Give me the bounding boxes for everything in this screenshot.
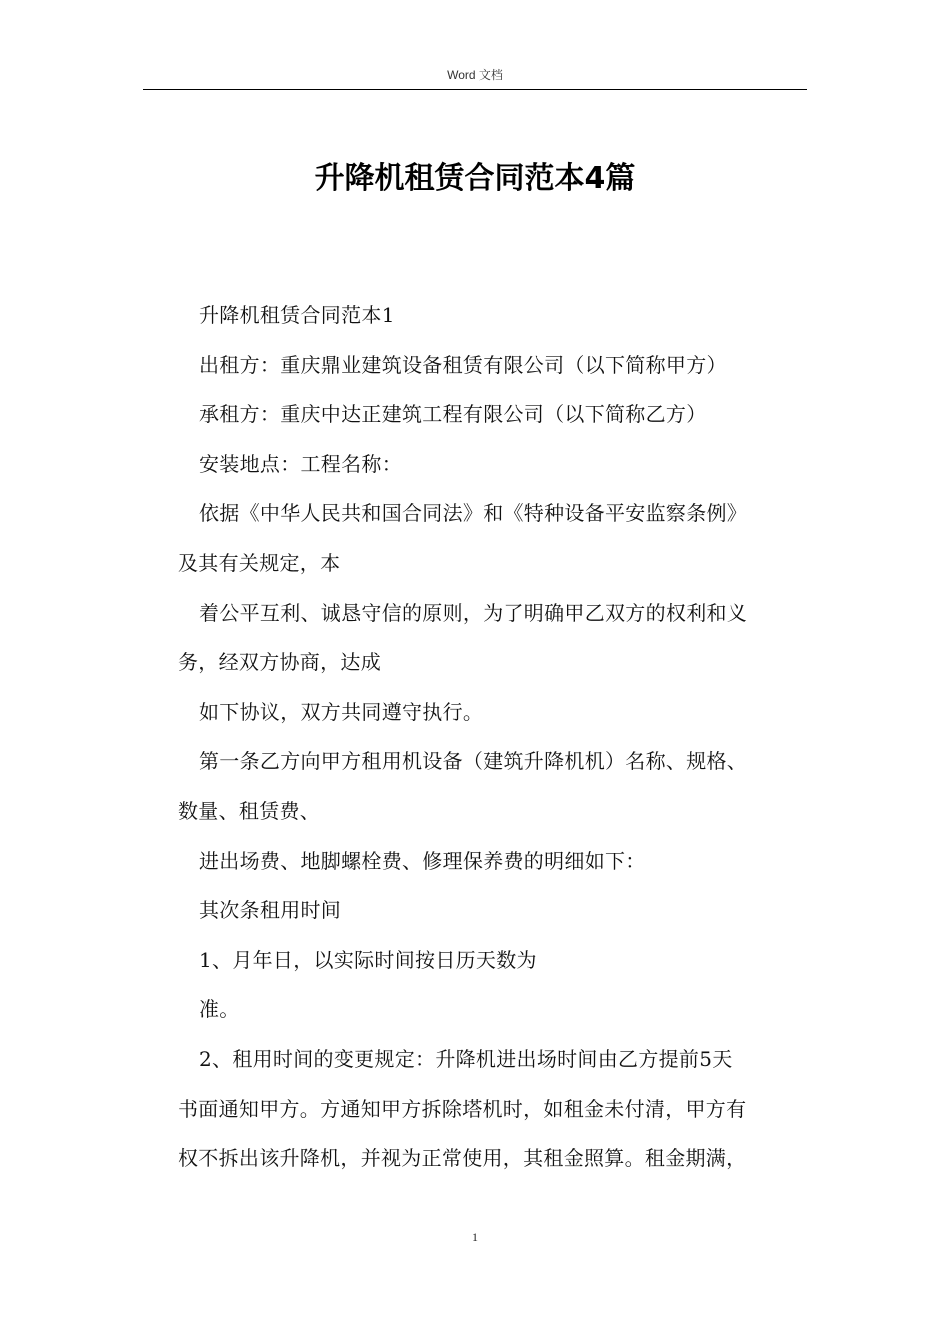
page-number: 1 — [472, 1230, 478, 1244]
page-header — [143, 64, 807, 90]
paragraph-line: 权不拆出该升降机，并视为正常使用，其租金照算。租金期满， — [178, 1146, 747, 1171]
paragraph-line: 1、月年日，以实际时间按日历天数为 — [199, 947, 537, 972]
paragraph-line: 数量、租赁费、 — [178, 798, 321, 823]
paragraph-line: 其次条租用时间 — [199, 898, 342, 923]
paragraph-line: 2、租用时间的变更规定：升降机进出场时间由乙方提前5天 — [199, 1046, 733, 1071]
paragraph-line: 着公平互利、诚恳守信的原则，为了明确甲乙双方的权利和义 — [199, 600, 748, 625]
paragraph-line: 承租方：重庆中达正建筑工程有限公司（以下简称乙方） — [199, 402, 707, 427]
header-text: Word 文档 — [447, 68, 503, 82]
paragraph-line: 如下协议，双方共同遵守执行。 — [199, 699, 484, 724]
paragraph-line: 第一条乙方向甲方租用机设备（建筑升降机机）名称、规格、 — [199, 749, 748, 774]
paragraph-line: 及其有关规定，本 — [178, 550, 341, 575]
paragraph-line: 出租方：重庆鼎业建筑设备租赁有限公司（以下简称甲方） — [199, 352, 727, 377]
document-title: 升降机租赁合同范本4篇 — [314, 161, 636, 196]
document-body — [178, 291, 806, 1184]
paragraph-line: 务，经双方协商，达成 — [178, 650, 381, 675]
paragraph-line: 依据《中华人民共和国合同法》和《特种设备平安监察条例》 — [199, 501, 748, 526]
paragraph-line: 书面通知甲方。方通知甲方拆除塔机时，如租金未付清，甲方有 — [178, 1096, 747, 1121]
paragraph-line: 安装地点：工程名称： — [199, 451, 402, 476]
paragraph-line: 升降机租赁合同范本1 — [199, 303, 395, 327]
paragraph-line: 进出场费、地脚螺栓费、修理保养费的明细如下： — [199, 848, 646, 873]
paragraph-line: 准。 — [199, 997, 240, 1022]
